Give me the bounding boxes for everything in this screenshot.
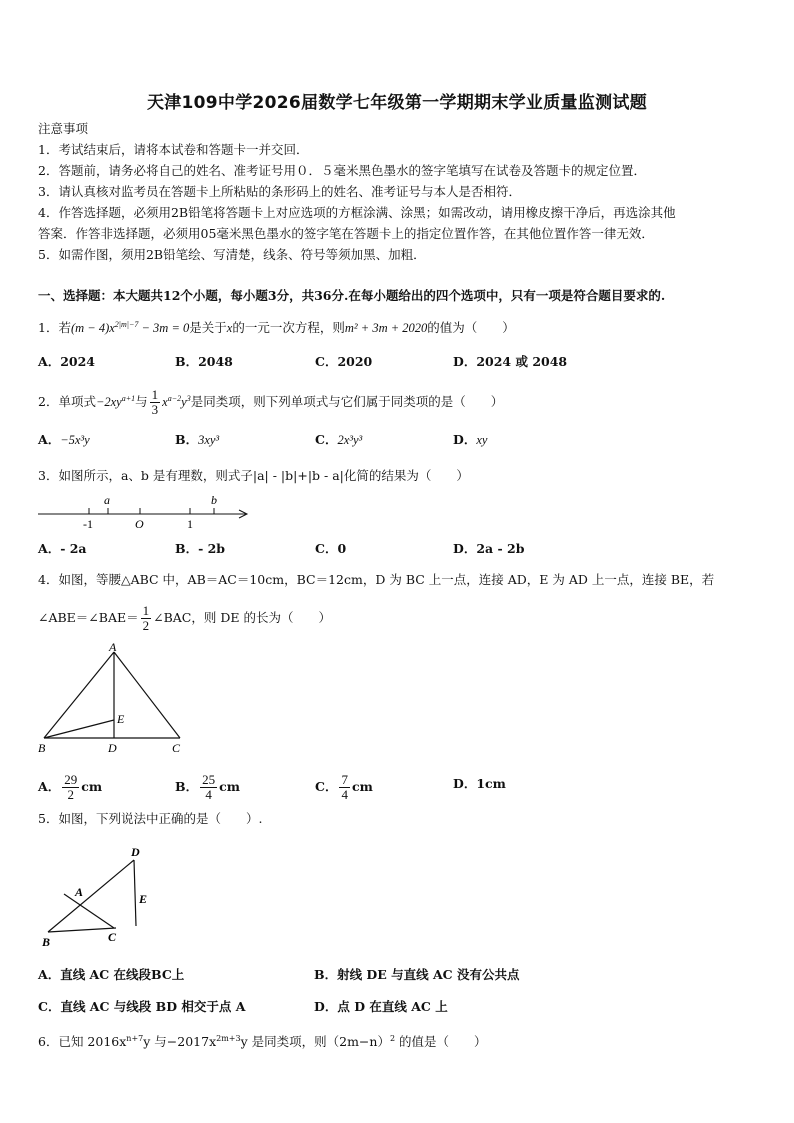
label-E: E <box>139 892 148 906</box>
q4-option-c[interactable]: C． $\frac{7}{4}$ cm <box>315 772 373 802</box>
q1-mid2: 的一元一次方程，则 <box>232 320 345 336</box>
q2-option-d[interactable]: D．xy <box>453 432 488 447</box>
question-4-line-2: ∠ABE＝∠BAE＝ $\frac{1}{2}$ ∠BAC，则 DE 的长为（ ） <box>38 603 331 633</box>
q2-prefix: 2．单项式 <box>38 394 96 409</box>
q3-option-a[interactable]: A．- 2a <box>38 541 87 556</box>
label-D: D <box>108 741 117 755</box>
q1-suffix: 的值为（ ） <box>427 320 515 336</box>
label-a: a <box>104 493 110 507</box>
notice-item-4-cont: 答案．作答非选择题，必须用05毫米黑色墨水的签字笔在答题卡上的指定位置作答，在其他位置作答一律无效． <box>38 226 654 241</box>
q1-prefix: 1．若 <box>38 320 71 336</box>
segment-bc <box>48 928 116 932</box>
page-title: 天津109中学2026届数学七年级第一学期期末学业质量监测试题 <box>146 93 648 113</box>
q1-var: x <box>226 321 233 336</box>
q4-fraction: $\frac{1}{2}$ <box>142 603 150 633</box>
q3-option-b[interactable]: B．- 2b <box>175 541 226 556</box>
q4-option-b[interactable]: B． $\frac{25}{4}$ cm <box>175 772 240 802</box>
q5-option-b[interactable]: B．射线 DE 与直线 AC 没有公共点 <box>314 967 520 982</box>
q1-option-c[interactable]: C．2020 <box>315 354 373 369</box>
q5-figure <box>36 842 166 952</box>
q4-option-a[interactable]: A． $\frac{29}{2}$ cm <box>38 772 103 802</box>
q1-option-b[interactable]: B．2048 <box>175 354 233 369</box>
label-C: C <box>172 741 181 755</box>
notice-item-5: 5．如需作图，须用2B铅笔绘、写清楚，线条、符号等须加黑、加粗． <box>38 247 426 262</box>
q3-option-c[interactable]: C．0 <box>315 541 347 556</box>
notice-heading: 注意事项 <box>38 121 89 136</box>
q2-monomial-2: $x^{a-2}y^3$ <box>162 393 191 409</box>
label-B: B <box>42 935 51 949</box>
ray-de <box>134 860 136 926</box>
label-A: A <box>109 640 117 654</box>
q5-option-a[interactable]: A．直线 AC 在线段BC上 <box>38 967 185 982</box>
q2-option-b[interactable]: B．3xy³ <box>175 432 220 447</box>
section-heading: 一、选择题：本大题共12个小题，每小题3分，共36分.在每小题给出的四个选项中，只有一项是符合题目要求的. <box>38 288 666 303</box>
line-ac <box>64 894 114 928</box>
question-2 <box>38 388 503 417</box>
q2-suffix: 是同类项，则下列单项式与它们属于同类项的是（ ） <box>190 394 504 409</box>
question-6: 6．已知 $2016x^{n+7}y$ 与$-2017x^{2m+3}y$ 是同类项，则$(2m-n)^2$ 的值是（ ） <box>38 1034 487 1050</box>
q1-option-a[interactable]: A．2024 <box>38 354 95 369</box>
q5-option-d[interactable]: D．点 D 在直线 AC 上 <box>314 999 448 1014</box>
q2-option-a[interactable]: A．−5x³y <box>38 432 90 447</box>
label-origin: O <box>135 517 144 531</box>
label-b: b <box>211 493 217 507</box>
question-1 <box>38 316 515 337</box>
label-E: E <box>117 712 125 726</box>
q1-expr: m² + 3m + 2020 <box>344 321 428 336</box>
q5-option-c[interactable]: C．直线 AC 与线段 BD 相交于点 A <box>38 999 246 1014</box>
question-4-line-1: 4．如图，等腰△ABC 中，AB＝AC＝10cm，BC＝12cm，D 为 BC 上一点，连接 AD，E 为 AD 上一点，连接 BE，若 <box>38 572 715 587</box>
q2-with: 与 <box>135 394 148 409</box>
notice-item-3: 3．请认真核对监考员在答题卡上所粘贴的条形码上的姓名、准考证号与本人是否相符． <box>38 184 521 199</box>
notice-item-4: 4．作答选择题，必须用2B铅笔将答题卡上对应选项的方框涂满、涂黑；如需改动，请用橡皮擦干净后，再选涂其他 <box>38 205 676 220</box>
label-minus-one: -1 <box>83 517 93 531</box>
notice-item-2: 2．答题前，请务必将自己的姓名、准考证号用０．５毫米黑色墨水的签字笔填写在试卷及答题卡的规定位置． <box>38 163 646 178</box>
segment-be <box>44 720 114 738</box>
q4-option-d[interactable]: D．1cm <box>453 776 506 791</box>
q2-option-c[interactable]: C．2x³y³ <box>315 432 363 447</box>
edge-ab <box>44 652 114 738</box>
notice-item-1: 1．考试结束后，请将本试卷和答题卡一并交回． <box>38 142 309 157</box>
label-A: A <box>75 885 84 899</box>
q3-number-line <box>36 492 256 532</box>
label-B: B <box>38 741 46 755</box>
label-D: D <box>131 845 140 859</box>
question-3: 3．如图所示，a、b 是有理数，则式子|a| - |b|+|b - a|化简的结果为（ ） <box>38 468 469 483</box>
q4-triangle-figure <box>34 640 194 758</box>
q1-option-d[interactable]: D．2024 或 2048 <box>453 354 568 369</box>
q1-mid: 是关于 <box>189 320 227 336</box>
q1-equation: $(m - 4)x^{2|m|-7} - 3m = 0$ <box>70 320 190 336</box>
q3-option-d[interactable]: D．2a - 2b <box>453 541 525 556</box>
q2-fraction: $\frac{1}{3}$ <box>151 387 159 417</box>
question-5: 5．如图，下列说法中正确的是（ ）. <box>38 811 263 826</box>
label-one: 1 <box>187 517 193 531</box>
label-C: C <box>108 930 117 944</box>
segment-db <box>48 860 134 932</box>
q2-monomial-1: $-2xy^{a+1}$ <box>95 393 136 409</box>
